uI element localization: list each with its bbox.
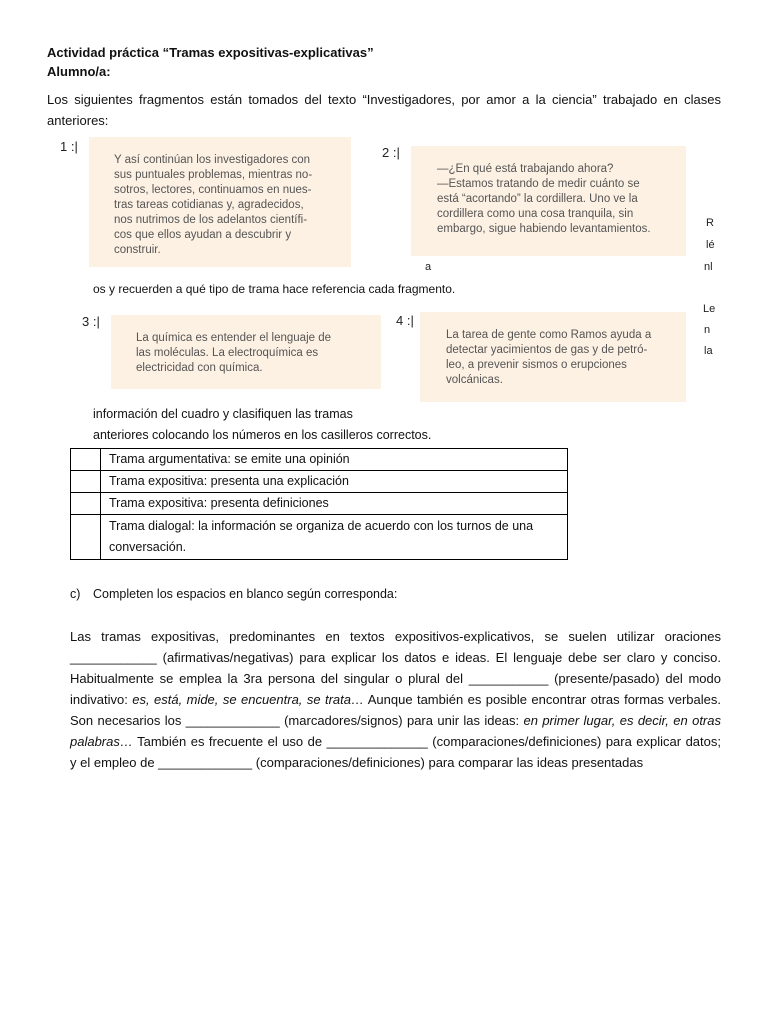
fragment-1-label: 1 :|: [60, 139, 78, 154]
side-text-nl: nl: [704, 261, 713, 273]
fragment-3-box: La química es entender el lenguaje de las moléculas. La electroquímica es electricidad con química.: [111, 315, 381, 389]
answer-cell-explicacion[interactable]: [71, 471, 101, 493]
answer-cell-definiciones[interactable]: [71, 493, 101, 515]
side-text-le-2: Le: [703, 303, 716, 315]
paragraph-text: También es frecuente el uso de ______________ (comparaciones/definiciones) para explicar datos; y el empleo de _____________ (comparaciones/definiciones) para comparar las ideas presentadas: [70, 734, 721, 770]
student-label: Alumno/a:: [47, 64, 111, 79]
fragment-2-box: —¿En qué está trabajando ahora? —Estamos tratando de medir cuánto se está “acortando” la cordillera. Uno ve la cordillera como una cosa tranquila, sin embargo, sigue habiendo levantamientos.: [411, 146, 686, 256]
paragraph-text: Aunque también es posible encontrar otras formas verbales. Son necesarios los _____________ (marcadores/signos) para unir las ideas:: [70, 692, 721, 728]
table-row-label: Trama dialogal: la información se organiza de acuerdo con los turnos de una conversación.: [101, 515, 568, 560]
table-row-label: Trama expositiva: presenta una explicación: [101, 471, 568, 493]
table-row: [71, 515, 568, 560]
instruction-line-3: anteriores colocando los números en los casilleros correctos.: [93, 428, 432, 442]
fragment-3-label: 3 :|: [82, 314, 100, 329]
table-row-label: Trama expositiva: presenta definiciones: [101, 493, 568, 515]
side-text-a: a: [425, 261, 432, 273]
fill-in-paragraph: [70, 626, 721, 773]
paragraph-text: Las tramas expositivas, predominantes en textos expositivos-explicativos, se suelen utilizar oraciones ____________ (afirmativas/negativas) para explicar los datos e ideas. El lenguaje debe ser claro y conciso. Habitualmente se emplea la 3ra persona del singular o plural del ___________ (presente/pasado) del modo indivativo:: [70, 629, 721, 707]
side-text-r: R: [706, 217, 714, 229]
answer-cell-argumentativa[interactable]: [71, 449, 101, 471]
section-c-letter: c): [70, 587, 81, 601]
fragment-1-box: Y así continúan los investigadores con sus puntuales problemas, mientras no- sotros, lectores, continuamos en nues- tras tareas cotidianas y, agradecidos, nos nutrimos de los adelantos científi- cos que ellos ayudan a descubrir y construir.: [89, 137, 351, 267]
worksheet-title: Actividad práctica “Tramas expositivas-explicativas”: [47, 45, 374, 60]
table-row: [71, 471, 568, 493]
worksheet-header: [47, 43, 374, 81]
table-row: [71, 493, 568, 515]
fragment-2-label: 2 :|: [382, 145, 400, 160]
side-text-la: la: [704, 345, 713, 357]
intro-text: Los siguientes fragmentos están tomados del texto “Investigadores, por amor a la ciencia” trabajado en clases anteriores:: [47, 92, 721, 128]
instruction-line-2: información del cuadro y clasifiquen las tramas: [93, 407, 353, 421]
classification-table: [70, 448, 568, 560]
section-c-instruction: Completen los espacios en blanco según corresponda:: [93, 587, 398, 601]
side-text-le: lé: [706, 239, 715, 251]
answer-cell-dialogal[interactable]: [71, 515, 101, 560]
paragraph-example-verbs: es, está, mide, se encuentra, se trata…: [132, 692, 365, 707]
table-row-label: Trama argumentativa: se emite una opinión: [101, 449, 568, 471]
fragment-4-box: La tarea de gente como Ramos ayuda a detectar yacimientos de gas y de petró- leo, a prevenir sismos o erupciones volcánicas.: [420, 312, 686, 402]
fragment-4-label: 4 :|: [396, 313, 414, 328]
paragraph-example-markers: en primer lugar, es decir, en otras palabras…: [70, 713, 721, 749]
table-row: [71, 449, 568, 471]
instruction-line-1: os y recuerden a qué tipo de trama hace referencia cada fragmento.: [93, 282, 456, 296]
side-text-n: n: [704, 324, 711, 336]
